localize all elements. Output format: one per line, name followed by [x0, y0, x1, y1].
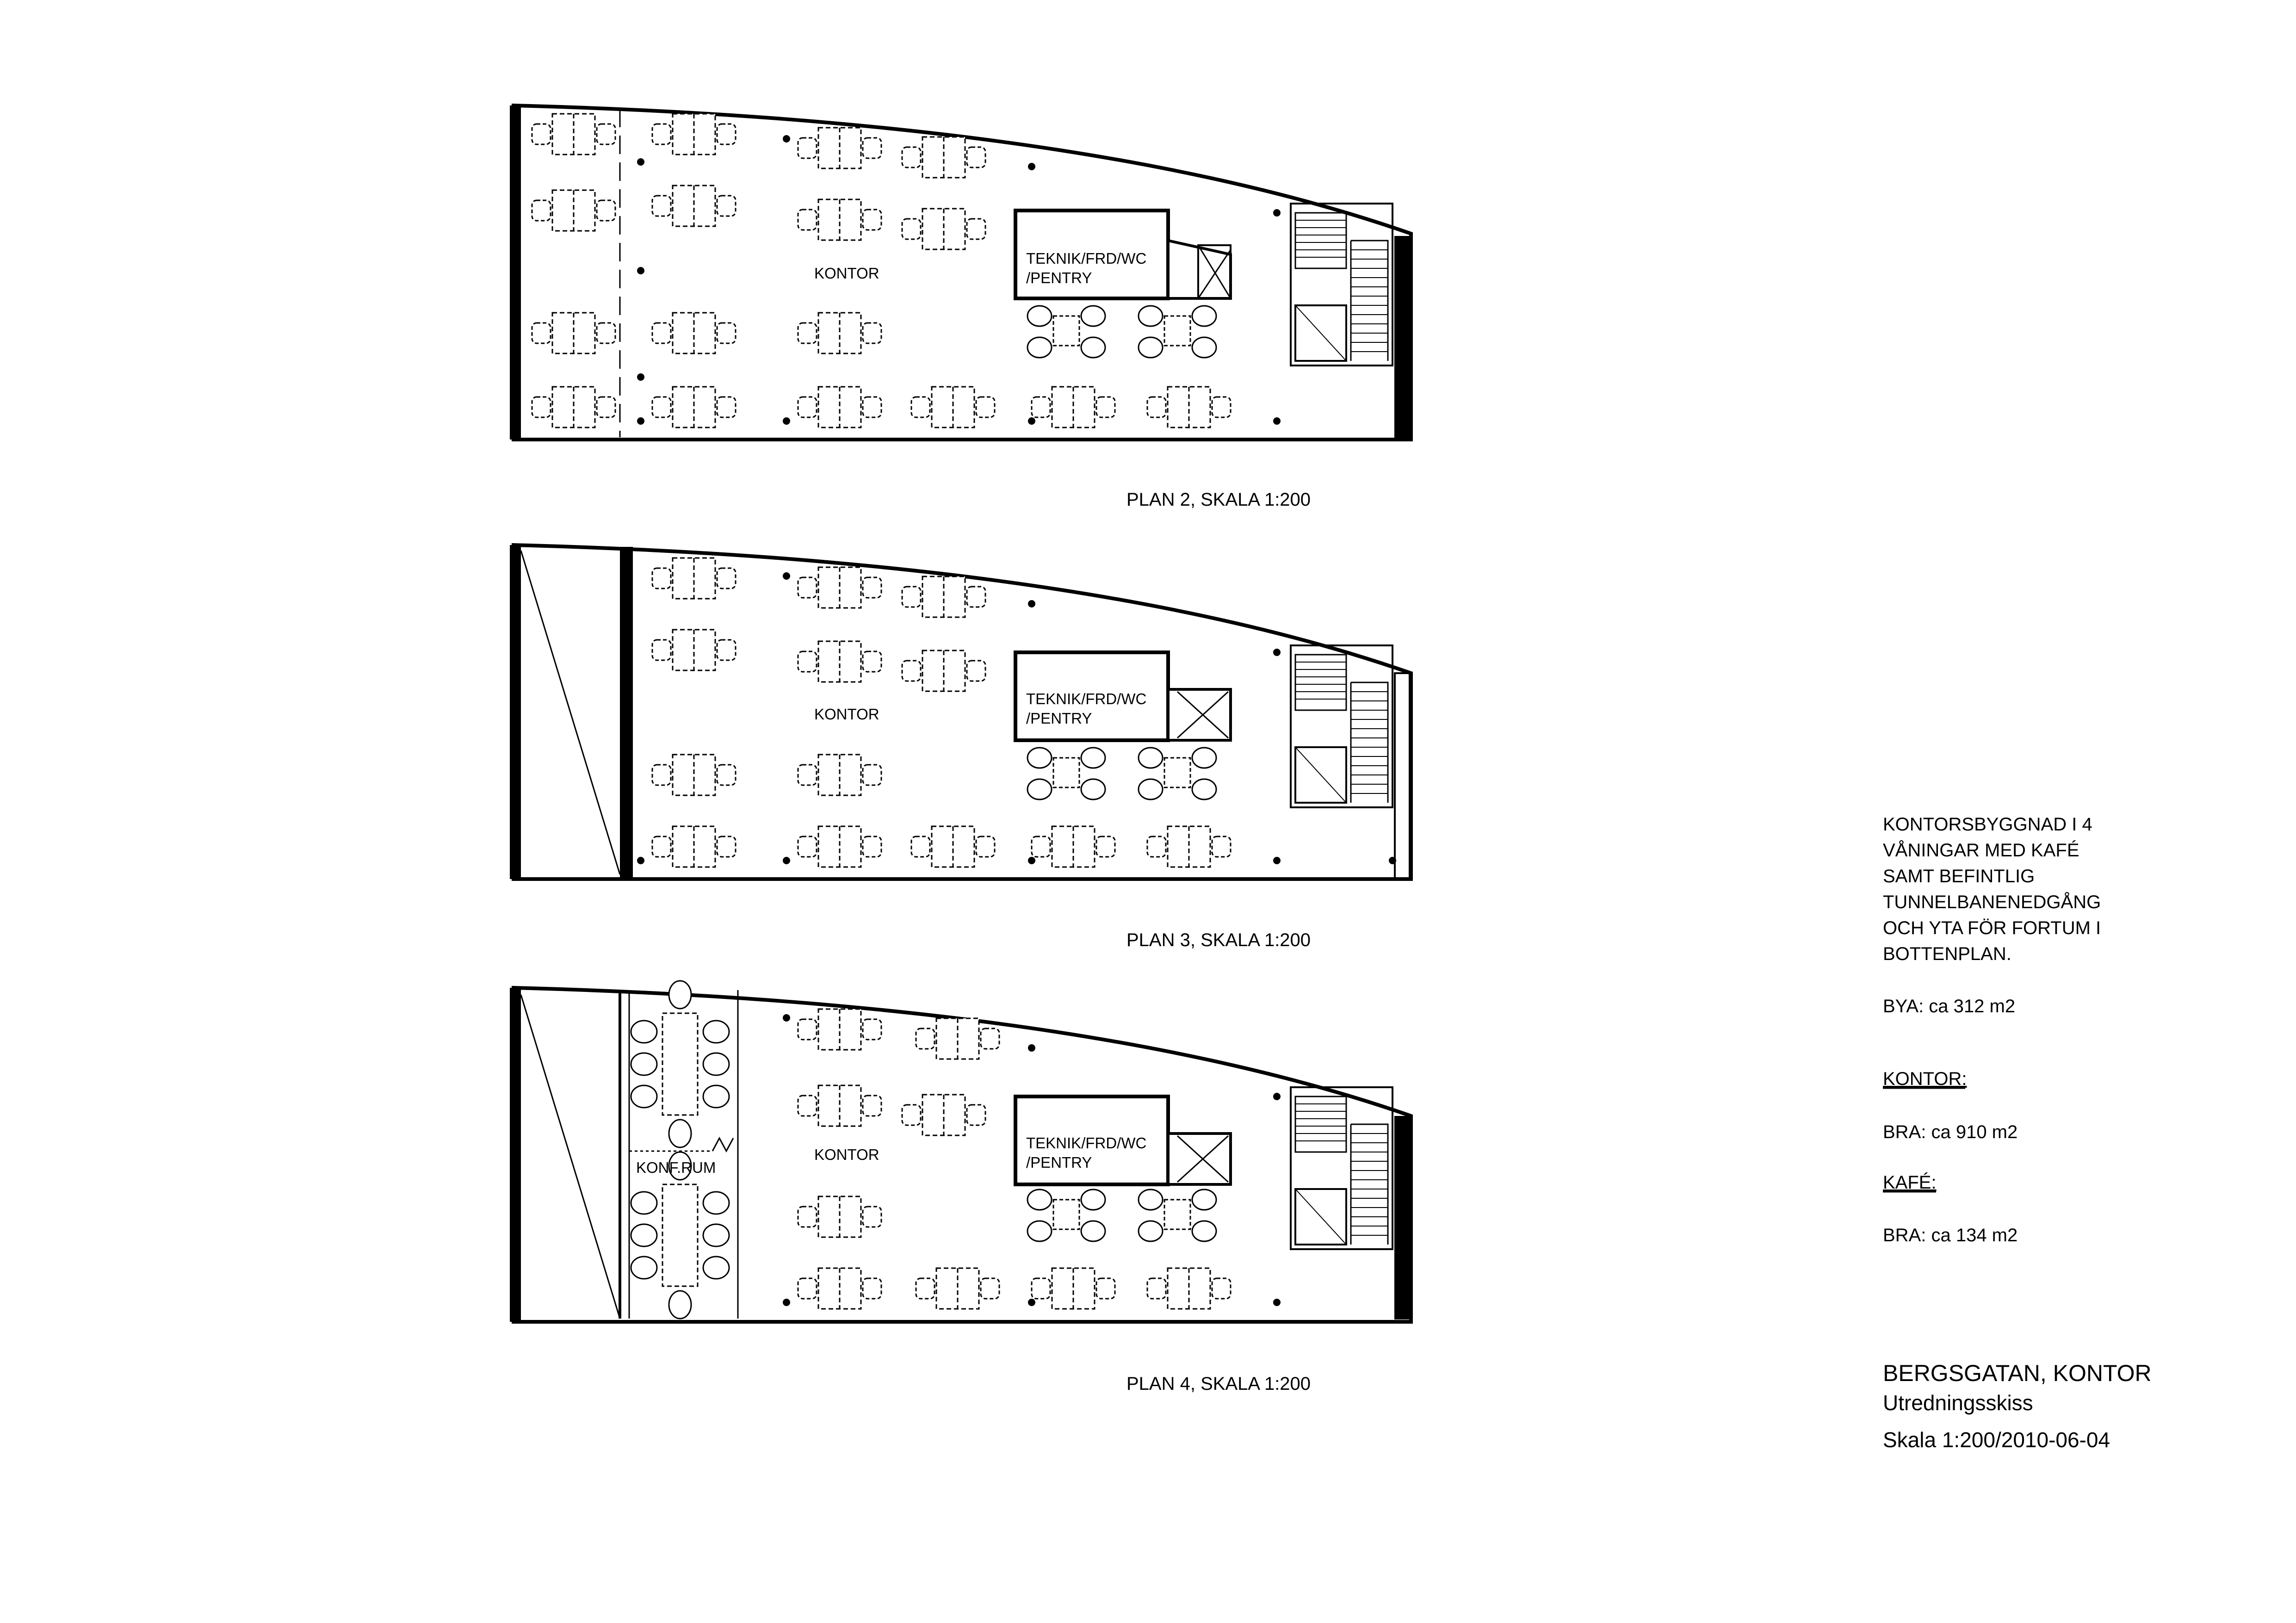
note-line: KONTORSBYGGNAD I 4 — [1883, 814, 2092, 835]
core-label-line-2: /PENTRY — [1026, 710, 1092, 727]
plan-3 — [510, 545, 1411, 879]
plan-3-caption: PLAN 3, SKALA 1:200 — [1126, 930, 1311, 950]
kafe-bra-area: BRA: ca 134 m2 — [1883, 1225, 2018, 1245]
kontor-heading: KONTOR: — [1883, 1069, 1967, 1089]
room-label-konf-rum: KONF.RUM — [636, 1159, 716, 1176]
bya-area: BYA: ca 312 m2 — [1883, 996, 2016, 1016]
core-label-line-1: TEKNIK/FRD/WC — [1026, 1134, 1147, 1152]
note-line: BOTTENPLAN. — [1883, 944, 2011, 964]
plan-2 — [510, 105, 1411, 440]
core-label-line-2: /PENTRY — [1026, 269, 1092, 286]
scale-date: Skala 1:200/2010-06-04 — [1883, 1428, 2110, 1452]
plan-2-caption: PLAN 2, SKALA 1:200 — [1126, 489, 1311, 510]
core-label-line-2: /PENTRY — [1026, 1154, 1092, 1171]
project-title: BERGSGATAN, KONTOR — [1883, 1360, 2152, 1386]
plan-4 — [510, 981, 1411, 1322]
plan-4-caption: PLAN 4, SKALA 1:200 — [1126, 1374, 1311, 1394]
note-line: OCH YTA FÖR FORTUM I — [1883, 918, 2101, 938]
project-subtitle: Utredningsskiss — [1883, 1391, 2033, 1415]
note-line: VÅNINGAR MED KAFÉ — [1883, 840, 2079, 861]
core-label-line-1: TEKNIK/FRD/WC — [1026, 250, 1147, 267]
room-label-kontor: KONTOR — [814, 265, 879, 282]
left-wall — [510, 105, 521, 440]
title-block — [1883, 1360, 2152, 1452]
project-notes — [1883, 814, 2101, 1245]
core-label-line-1: TEKNIK/FRD/WC — [1026, 690, 1147, 707]
room-label-kontor: KONTOR — [814, 1146, 879, 1163]
room-label-kontor: KONTOR — [814, 706, 879, 723]
note-line: TUNNELBANENEDGÅNG — [1883, 892, 2101, 912]
note-line: SAMT BEFINTLIG — [1883, 866, 2035, 886]
kontor-bra-area: BRA: ca 910 m2 — [1883, 1122, 2018, 1142]
kafe-heading: KAFÉ: — [1883, 1172, 1937, 1193]
right-wall — [1394, 236, 1410, 440]
